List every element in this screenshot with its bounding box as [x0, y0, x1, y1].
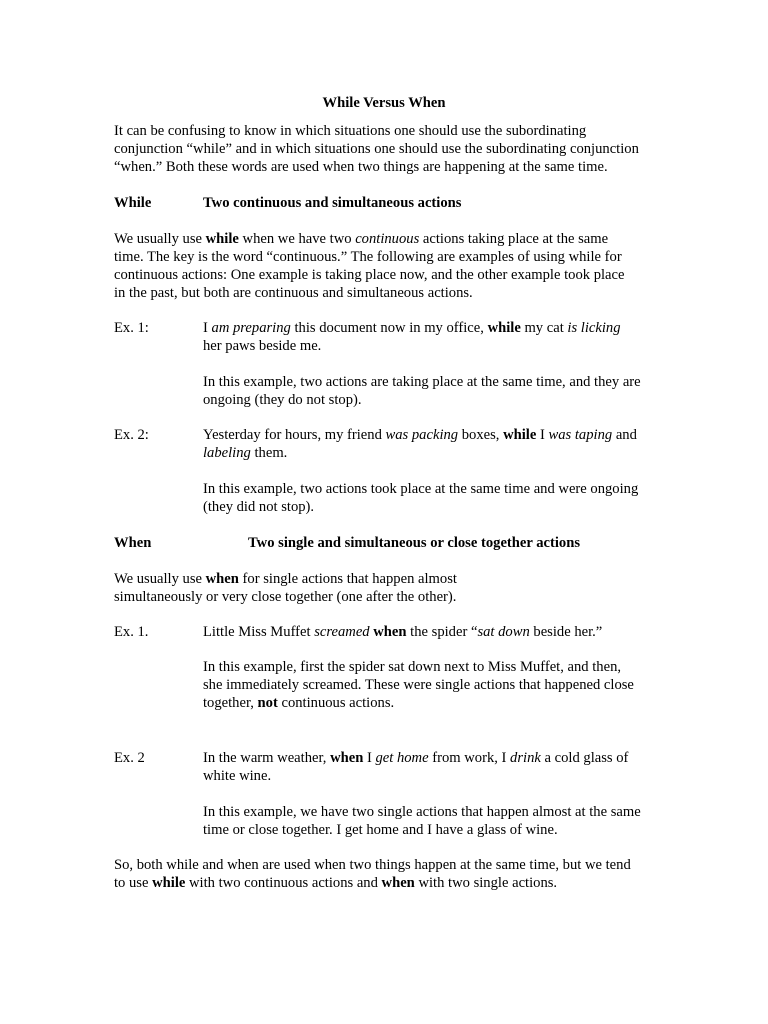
- italic-text: get home: [375, 750, 429, 766]
- text-run: together,: [203, 695, 258, 711]
- while-heading: Two continuous and simultaneous actions: [203, 195, 462, 211]
- text-run: In this example, two actions are taking place at the same time, and they are: [203, 374, 641, 390]
- text-run: I: [536, 427, 549, 443]
- text-run: for single actions that happen almost: [238, 571, 457, 587]
- text-line: [203, 749, 673, 767]
- text-line: [114, 856, 674, 874]
- when-example-2-sentence: [203, 749, 673, 785]
- text-run: Yesterday for hours, my friend: [203, 427, 386, 443]
- text-line: [114, 230, 674, 248]
- text-run: her paws beside me.: [203, 338, 322, 354]
- text-line: [203, 767, 673, 785]
- text-run: ongoing (they do not stop).: [203, 392, 362, 408]
- text-run: the spider “: [406, 624, 478, 640]
- document-title: While Versus When: [322, 95, 446, 111]
- text-run: We usually use: [114, 571, 206, 587]
- intro-line: It can be confusing to know in which situations one should use the subordinating: [114, 123, 587, 139]
- text-run: white wine.: [203, 768, 272, 784]
- italic-text: labeling: [203, 445, 251, 461]
- text-run: continuous actions.: [277, 695, 395, 711]
- text-line: [203, 694, 673, 712]
- bold-text: when: [205, 571, 239, 587]
- text-run: (they did not stop).: [203, 499, 315, 515]
- italic-text: screamed: [314, 624, 370, 640]
- italic-text: is licking: [567, 320, 621, 336]
- text-line: [203, 498, 673, 516]
- text-line: [114, 284, 674, 302]
- when-term: When: [114, 535, 152, 551]
- bold-text: while: [205, 231, 239, 247]
- text-line: [203, 426, 673, 444]
- text-run: my cat: [520, 320, 568, 336]
- while-example-1-label: Ex. 1:: [114, 320, 149, 336]
- text-run: Little Miss Muffet: [203, 624, 315, 640]
- conclusion-paragraph: [114, 856, 674, 892]
- text-run: In this example, first the spider sat down next to Miss Muffet, and then,: [203, 659, 622, 675]
- text-run: time. The key is the word “continuous.” The following are examples of using while for: [114, 249, 622, 265]
- text-line: [114, 874, 674, 892]
- while-example-2-sentence: [203, 426, 673, 462]
- when-example-2-explanation: [203, 803, 673, 839]
- text-line: [114, 588, 674, 606]
- text-line: [203, 373, 673, 391]
- text-run: she immediately screamed. These were single actions that happened close: [203, 677, 634, 693]
- text-run: In this example, we have two single actions that happen almost at the same: [203, 804, 641, 820]
- text-run: continuous actions: One example is taking place now, and the other example took place: [114, 267, 625, 283]
- while-example-2-explanation: [203, 480, 673, 516]
- text-line: [203, 391, 673, 409]
- while-example-1-explanation: [203, 373, 673, 409]
- text-line: [203, 337, 673, 355]
- when-example-1-label: Ex. 1.: [114, 624, 149, 640]
- text-run: in the past, but both are continuous and simultaneous actions.: [114, 285, 473, 301]
- when-example-1-sentence: [203, 623, 673, 641]
- text-line: [203, 319, 673, 337]
- bold-text: when: [330, 750, 364, 766]
- italic-text: continuous: [355, 231, 420, 247]
- text-run: from work, I: [428, 750, 511, 766]
- italic-text: am preparing: [211, 320, 291, 336]
- text-line: [114, 266, 674, 284]
- text-run: boxes,: [458, 427, 504, 443]
- italic-text: was packing: [385, 427, 459, 443]
- when-heading: Two single and simultaneous or close together actions: [248, 535, 581, 551]
- bold-text: while: [152, 875, 186, 891]
- intro-paragraph: [114, 122, 674, 176]
- bold-text: while: [503, 427, 537, 443]
- while-term: While: [114, 195, 152, 211]
- text-run: them.: [250, 445, 288, 461]
- when-description: [114, 570, 674, 606]
- when-example-2-label: Ex. 2: [114, 750, 145, 766]
- while-description: [114, 230, 674, 302]
- text-run: We usually use: [114, 231, 206, 247]
- text-line: [203, 821, 673, 839]
- bold-text: when: [381, 875, 415, 891]
- text-run: time or close together. I get home and I have a glass of wine.: [203, 822, 558, 838]
- text-run: So, both while and when are used when two things happen at the same time, but we tend: [114, 857, 631, 873]
- text-run: to use: [114, 875, 153, 891]
- text-line: [203, 623, 673, 641]
- text-run: this document now in my office,: [290, 320, 488, 336]
- text-run: I: [203, 320, 212, 336]
- text-line: [203, 658, 673, 676]
- text-run: In this example, two actions took place at the same time and were ongoing: [203, 481, 639, 497]
- while-example-2-label: Ex. 2:: [114, 427, 149, 443]
- bold-text: when: [373, 624, 407, 640]
- text-run: simultaneously or very close together (one after the other).: [114, 589, 457, 605]
- text-line: [203, 803, 673, 821]
- italic-text: sat down: [477, 624, 530, 640]
- when-example-1-explanation: [203, 658, 673, 712]
- intro-line: conjunction “while” and in which situations one should use the subordinating conjunction: [114, 141, 639, 157]
- while-example-1-sentence: [203, 319, 673, 355]
- text-run: I: [363, 750, 376, 766]
- text-run: beside her.”: [529, 624, 603, 640]
- bold-text: not: [257, 695, 278, 711]
- text-run: and: [612, 427, 637, 443]
- intro-line: “when.” Both these words are used when two things are happening at the same time.: [114, 159, 608, 175]
- bold-text: while: [487, 320, 521, 336]
- text-line: [114, 248, 674, 266]
- italic-text: drink: [510, 750, 541, 766]
- text-run: with two continuous actions and: [185, 875, 382, 891]
- italic-text: was taping: [548, 427, 613, 443]
- text-run: a cold glass of: [540, 750, 629, 766]
- text-run: when we have two: [238, 231, 356, 247]
- text-line: [203, 676, 673, 694]
- text-line: [203, 480, 673, 498]
- text-run: actions taking place at the same: [419, 231, 609, 247]
- text-line: [114, 570, 674, 588]
- text-line: [203, 444, 673, 462]
- text-run: In the warm weather,: [203, 750, 331, 766]
- text-run: with two single actions.: [414, 875, 558, 891]
